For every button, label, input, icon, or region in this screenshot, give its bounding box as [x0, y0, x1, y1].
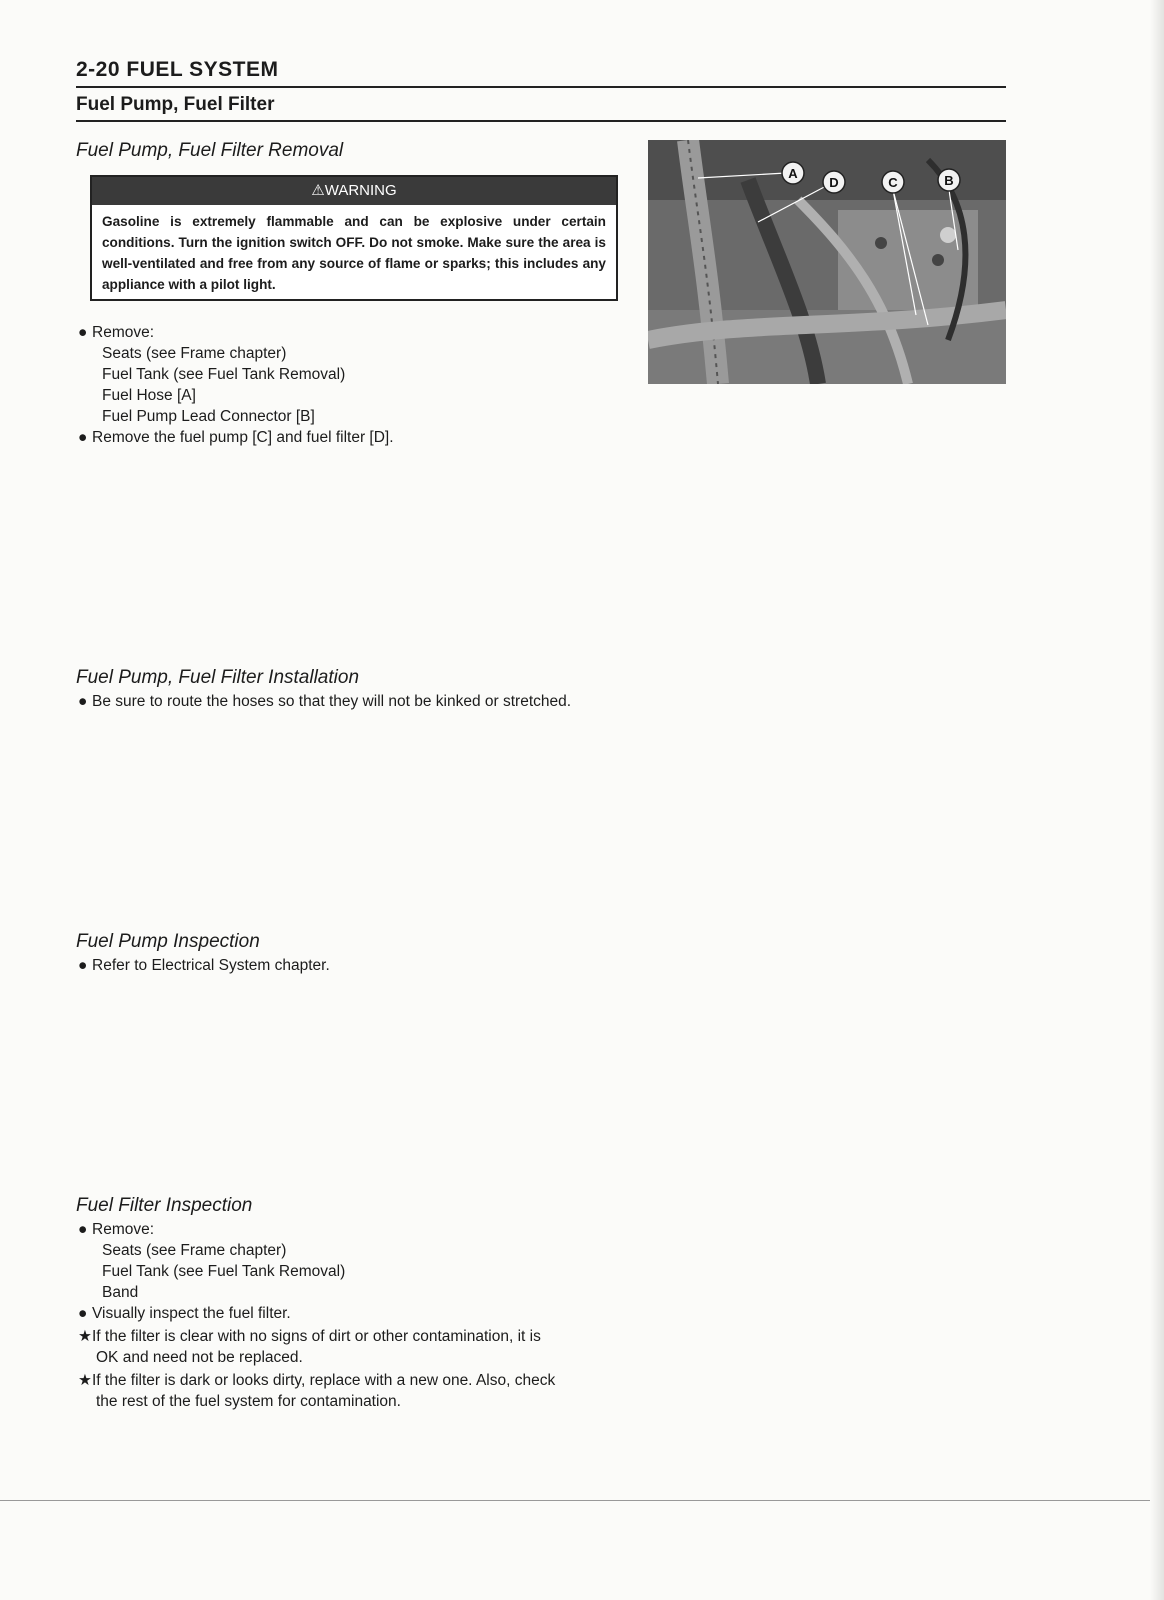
bullet-icon: ●	[78, 429, 88, 446]
list-item: ● Remove:	[78, 324, 155, 341]
pump-inspection-steps	[78, 955, 330, 976]
svg-text:C: C	[888, 175, 898, 190]
list-item: ● Be sure to route the hoses so that they will not be kinked or stretched.	[78, 693, 572, 710]
note-item: ★If the filter is dark or looks dirty, replace with a new one. Also, check	[78, 1372, 556, 1389]
callout-c	[882, 171, 904, 193]
callout-b	[938, 169, 960, 191]
page-edge	[1150, 0, 1164, 1600]
filter-inspection-heading: Fuel Filter Inspection	[76, 1195, 253, 1216]
note-item-continued: OK and need not be replaced.	[96, 1349, 303, 1366]
note-item: ★If the filter is clear with no signs of dirt or other contamination, it is	[78, 1328, 541, 1345]
bullet-icon: ●	[78, 324, 88, 341]
section-title: Fuel Pump, Fuel Filter	[76, 94, 1006, 122]
installation-steps	[78, 691, 571, 712]
list-item: ● Remove:	[78, 1221, 155, 1238]
warning-text: Gasoline is extremely flammable and can be explosive under certain conditions. Turn the ignition switch OFF. Do not smoke. Make sure the area is well-ventilated and free from any source of flame or sparks; this includes any appliance with a pilot light.	[102, 214, 606, 292]
star-icon: ★	[78, 1372, 92, 1389]
note-item-continued: the rest of the fuel system for contamination.	[96, 1393, 401, 1410]
page-header	[76, 58, 1006, 122]
list-item: ● Visually inspect the fuel filter.	[78, 1305, 291, 1322]
svg-text:D: D	[829, 175, 839, 190]
fuel-pump-photo	[648, 140, 1006, 384]
warning-title: ⚠WARNING	[92, 177, 616, 205]
list-item: Seats (see Frame chapter)	[102, 345, 287, 362]
bullet-icon: ●	[78, 1221, 88, 1238]
list-item: ● Remove the fuel pump [C] and fuel filter [D].	[78, 429, 394, 446]
callout-d	[823, 171, 845, 193]
list-item: Fuel Hose [A]	[102, 387, 196, 404]
list-item: Fuel Tank (see Fuel Tank Removal)	[102, 1263, 346, 1280]
installation-heading: Fuel Pump, Fuel Filter Installation	[76, 667, 360, 688]
page-title: 2-20 FUEL SYSTEM	[76, 58, 1006, 88]
warning-box	[90, 175, 618, 301]
filter-inspection-steps	[78, 1219, 555, 1412]
star-icon: ★	[78, 1328, 92, 1345]
pump-inspection-heading: Fuel Pump Inspection	[76, 931, 260, 952]
list-item: Fuel Pump Lead Connector [B]	[102, 408, 315, 425]
bullet-icon: ●	[78, 1305, 88, 1322]
list-item: ● Refer to Electrical System chapter.	[78, 957, 330, 974]
svg-text:A: A	[788, 166, 798, 181]
callout-a	[782, 162, 804, 184]
bullet-icon: ●	[78, 957, 88, 974]
removal-heading: Fuel Pump, Fuel Filter Removal	[76, 140, 344, 161]
list-item: Fuel Tank (see Fuel Tank Removal)	[102, 366, 346, 383]
list-item: Seats (see Frame chapter)	[102, 1242, 287, 1259]
page-bottom-rule	[0, 1500, 1164, 1501]
bullet-icon: ●	[78, 693, 88, 710]
removal-steps	[78, 322, 394, 448]
list-item: Band	[102, 1284, 139, 1301]
svg-text:B: B	[944, 173, 954, 188]
